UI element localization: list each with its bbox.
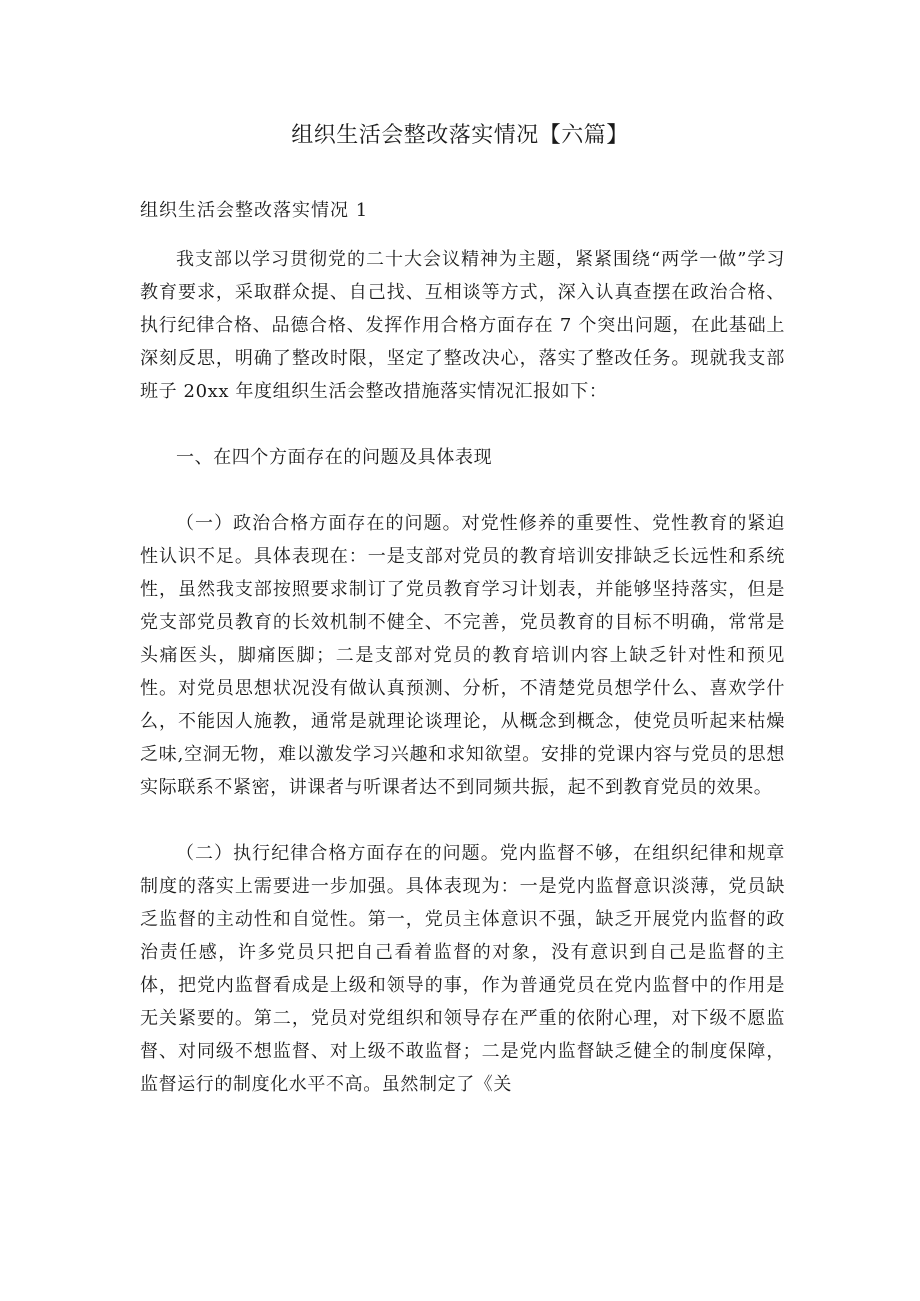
document-body xyxy=(140,232,785,1134)
subheading-paragraph: 一、在四个方面存在的问题及具体表现 xyxy=(176,447,493,468)
document-title: 组织生活会整改落实情况【六篇】 xyxy=(291,123,629,148)
spacer xyxy=(140,232,785,243)
discipline-issues-paragraph: （二）执行纪律合格方面存在的问题。党内监督不够，在组织纪律和规章制度的落实上需要进一步加强。具体表现为：一是党内监督意识淡薄，党员缺乏监督的主动性和自觉性。第一，党员主体意识不强，缺乏开展党内监督的政治责任感，许多党员只把自己看着监督的对象，没有意识到自己是监督的主体，把党内监督看成是上级和领导的事，作为普通党员在党内监督中的作用是无关紧要的。第二，党员对党组织和领导存在严重的依附心理，对下级不愿监督、对同级不想监督、对上级不敢监督；二是党内监督缺乏健全的制度保障，监督运行的制度化水平不高。虽然制定了《关 xyxy=(140,843,785,1095)
section-heading: 组织生活会整改落实情况 1 xyxy=(140,200,369,221)
political-issues-paragraph: （一）政治合格方面存在的问题。对党性修养的重要性、党性教育的紧迫性认识不足。具体表现在：一是支部对党员的教育培训安排缺乏长远性和系统性，虽然我支部按照要求制订了党员教育学习计划表，并能够坚持落实，但是党支部党员教育的长效机制不健全、不完善，党员教育的目标不明确，常常是头痛医头，脚痛医脚；二是支部对党员的教育培训内容上缺乏针对性和预见性。对党员思想状况没有做认真预测、分析，不清楚党员想学什么、喜欢学什么，不能因人施教，通常是就理论谈理论，从概念到概念，使党员听起来枯燥乏味,空洞无物，难以激发学习兴趣和求知欲望。安排的党课内容与党员的思想实际联系不紧密，讲课者与听课者达不到同频共振，起不到教育党员的效果。 xyxy=(140,513,785,798)
intro-paragraph: 我支部以学习贯彻党的二十大会议精神为主题，紧紧围绕“两学一做”学习教育要求，采取群众提、自己找、互相谈等方式，深入认真查摆在政治合格、执行纪律合格、品德合格、发挥作用合格方面存在 7 个突出问题，在此基础上深刻反思，明确了整改时限，坚定了整改决心，落实了整改任务。现就我支部班子 20xx 年度组织生活会整改措施落实情况汇报如下： xyxy=(140,249,785,402)
